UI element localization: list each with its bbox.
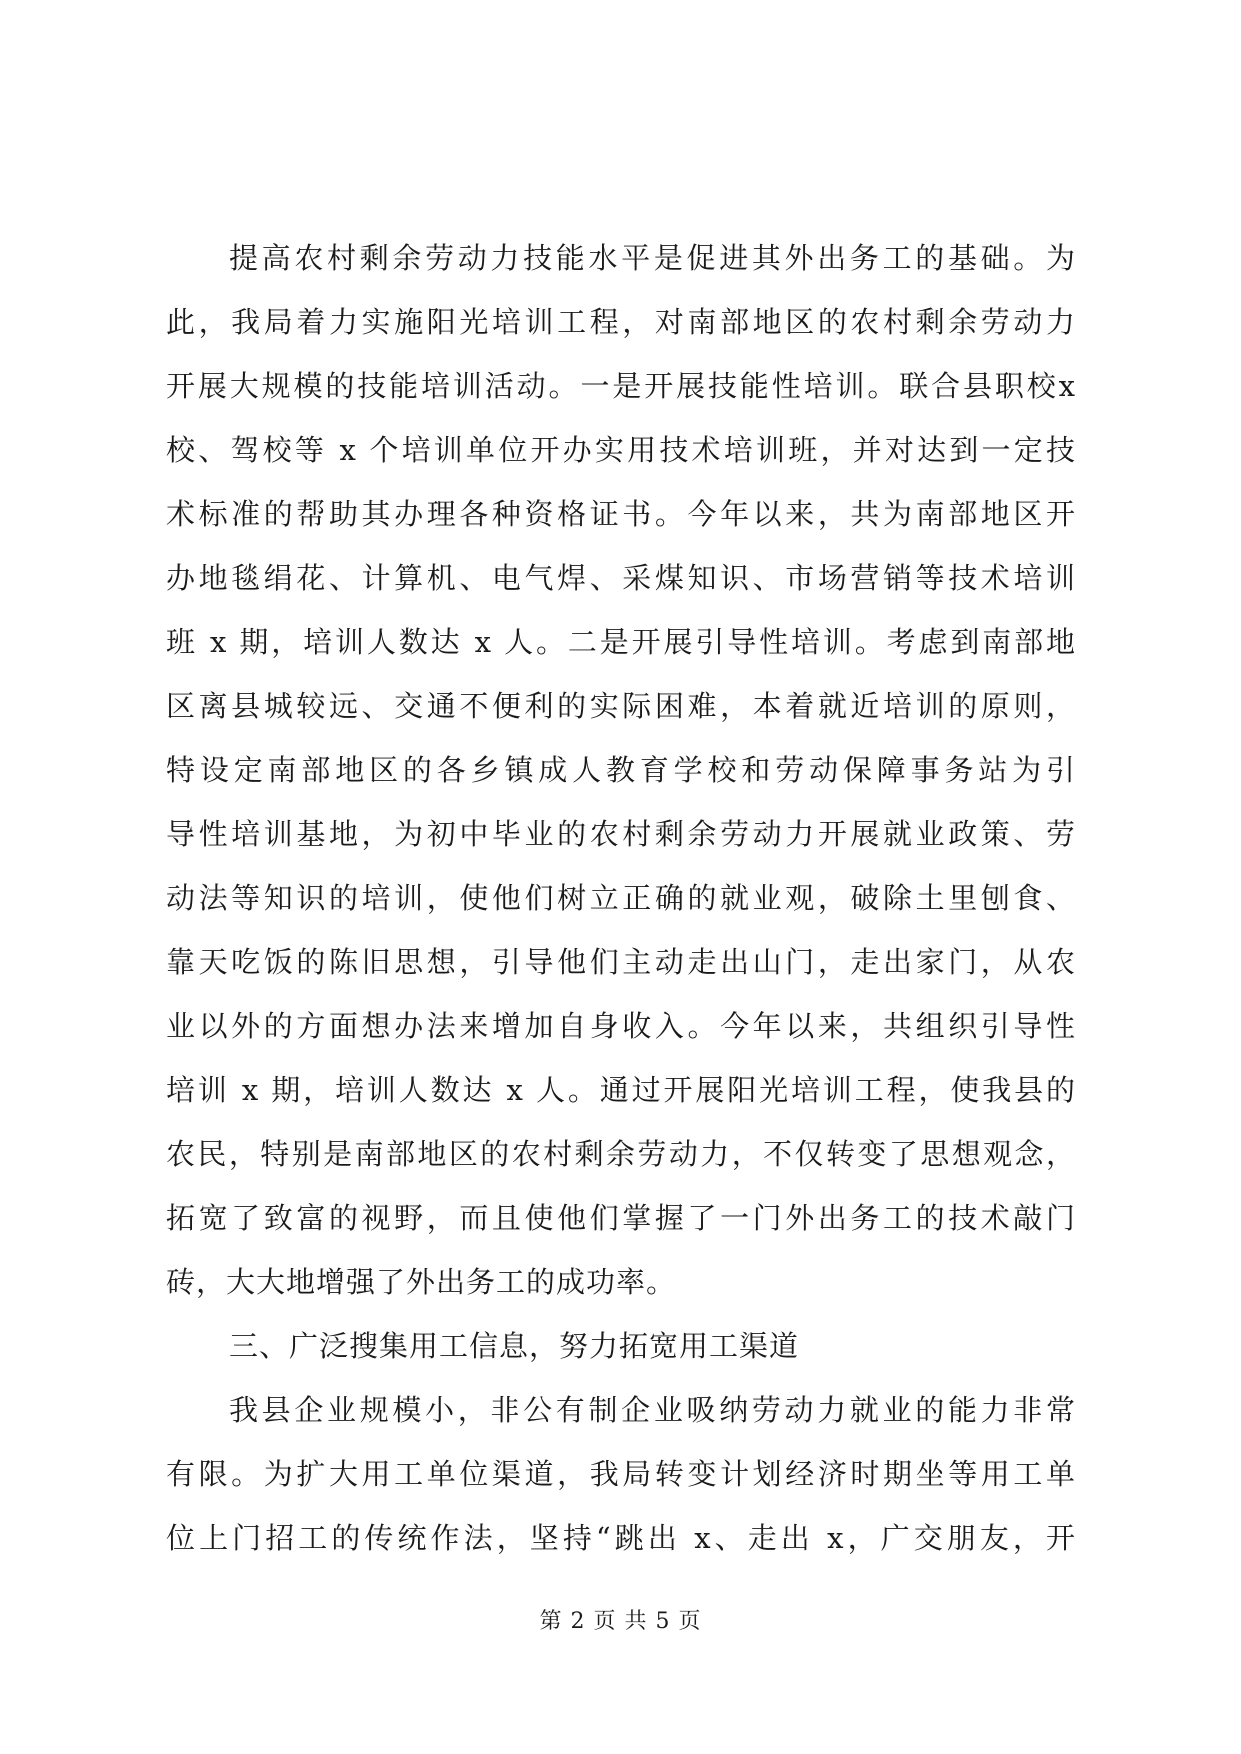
text-line: 砖，大大地增强了外出务工的成功率。 <box>166 1265 677 1299</box>
text-line: 靠天吃饭的陈旧思想，引导他们主动走出山门，走出家门，从农 <box>166 945 1076 979</box>
text-line: 我县企业规模小，非公有制企业吸纳劳动力就业的能力非常 <box>229 1393 1076 1427</box>
text-line: 拓宽了致富的视野，而且使他们掌握了一门外出务工的技术敲门 <box>166 1201 1076 1235</box>
document-body <box>166 226 1076 1570</box>
text-line: 业以外的方面想办法来增加自身收入。今年以来，共组织引导性 <box>166 1009 1076 1043</box>
text-line: 动法等知识的培训，使他们树立正确的就业观，破除土里刨食、 <box>166 881 1076 915</box>
text-line: 提高农村剩余劳动力技能水平是促进其外出务工的基础。为 <box>229 241 1076 275</box>
text-line: 导性培训基地，为初中毕业的农村剩余劳动力开展就业政策、劳 <box>166 817 1076 851</box>
text-line: 位上门招工的传统作法，坚持“跳出 x、走出 x，广交朋友，开 <box>166 1521 1076 1555</box>
text-line: 有限。为扩大用工单位渠道，我局转变计划经济时期坐等用工单 <box>166 1457 1076 1491</box>
text-line: 班 x 期，培训人数达 x 人。二是开展引导性培训。考虑到南部地 <box>166 625 1076 659</box>
text-line: 开展大规模的技能培训活动。一是开展技能性培训。联合县职校x <box>166 369 1076 403</box>
text-line: 校、驾校等 x 个培训单位开办实用技术培训班，并对达到一定技 <box>166 433 1076 467</box>
paragraph-1 <box>166 226 1076 1314</box>
text-line: 此，我局着力实施阳光培训工程，对南部地区的农村剩余劳动力 <box>166 305 1076 339</box>
text-line: 农民，特别是南部地区的农村剩余劳动力，不仅转变了思想观念， <box>166 1137 1076 1171</box>
text-line: 术标准的帮助其办理各种资格证书。今年以来，共为南部地区开 <box>166 497 1076 531</box>
paragraph-2 <box>166 1378 1076 1570</box>
page-number: 第 2 页 共 5 页 <box>539 1609 702 1634</box>
text-line: 办地毯绢花、计算机、电气焊、采煤知识、市场营销等技术培训 <box>166 561 1076 595</box>
text-line: 区离县城较远、交通不便利的实际困难，本着就近培训的原则， <box>166 689 1076 723</box>
text-line: 特设定南部地区的各乡镇成人教育学校和劳动保障事务站为引 <box>166 753 1076 787</box>
section-heading: 三、广泛搜集用工信息，努力拓宽用工渠道 <box>229 1329 800 1363</box>
text-line: 培训 x 期，培训人数达 x 人。通过开展阳光培训工程，使我县的 <box>166 1073 1076 1107</box>
